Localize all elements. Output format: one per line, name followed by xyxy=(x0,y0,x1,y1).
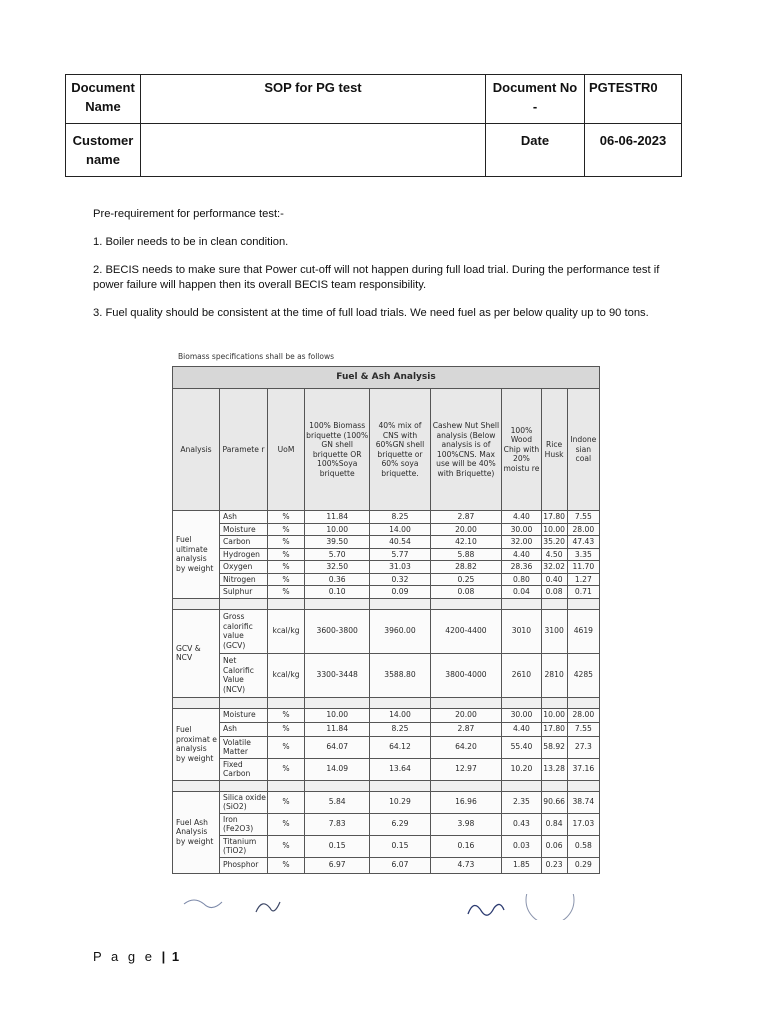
value-cell: 0.40 xyxy=(541,573,567,586)
value-cell: 2610 xyxy=(502,653,541,697)
value-cell: 2.87 xyxy=(430,511,502,524)
value-cell: 6.29 xyxy=(370,813,430,835)
value-cell: 16.96 xyxy=(430,791,502,813)
value-cell: 13.64 xyxy=(370,758,430,780)
value-cell: 35.20 xyxy=(541,536,567,549)
value-cell: 64.20 xyxy=(430,736,502,758)
table-row xyxy=(173,536,600,549)
value-cell: 0.15 xyxy=(305,835,370,857)
value-cell: 0.08 xyxy=(541,586,567,599)
value-cell: 28.00 xyxy=(567,708,599,722)
value-cell: 11.84 xyxy=(305,722,370,736)
value-cell: 20.00 xyxy=(430,708,502,722)
value-cell: % xyxy=(268,708,305,722)
value-cell: 3300-3448 xyxy=(305,653,370,697)
value-cell: 1.27 xyxy=(567,573,599,586)
column-header: Cashew Nut Shell analysis (Below analysis is of 100%CNS. Max use will be 40% with Briquette) xyxy=(430,389,502,511)
prereq-item-3: 3. Fuel quality should be consistent at the time of full load trials. We need fuel as per below quality up to 90 tons. xyxy=(93,307,649,319)
value-cell: 2.87 xyxy=(430,722,502,736)
value-cell: 0.80 xyxy=(502,573,541,586)
value-cell: 3100 xyxy=(541,609,567,653)
value-cell: 30.00 xyxy=(502,708,541,722)
value-cell: 4.50 xyxy=(541,548,567,561)
value-cell: % xyxy=(268,523,305,536)
value-cell: 55.40 xyxy=(502,736,541,758)
value-cell: % xyxy=(268,573,305,586)
parameter-cell: Moisture xyxy=(220,708,268,722)
value-cell: 0.71 xyxy=(567,586,599,599)
value-cell: % xyxy=(268,791,305,813)
table-row xyxy=(173,573,600,586)
value-cell: 6.07 xyxy=(370,857,430,873)
prereq-heading: Pre-requirement for performance test:- xyxy=(93,208,284,220)
table-row xyxy=(173,736,600,758)
value-cell: % xyxy=(268,561,305,574)
value-cell: 32.00 xyxy=(502,536,541,549)
parameter-cell: Oxygen xyxy=(220,561,268,574)
value-cell: % xyxy=(268,548,305,561)
column-header: Paramete r xyxy=(220,389,268,511)
value-cell: 39.50 xyxy=(305,536,370,549)
value-cell: 5.77 xyxy=(370,548,430,561)
value-cell: 3010 xyxy=(502,609,541,653)
value-cell: % xyxy=(268,835,305,857)
column-header: Analysis xyxy=(173,389,220,511)
value-cell: 4.73 xyxy=(430,857,502,873)
value-cell: 0.25 xyxy=(430,573,502,586)
group-label: Fuel ultimate analysis by weight xyxy=(173,511,220,599)
value-cell: 47.43 xyxy=(567,536,599,549)
value-cell: 14.00 xyxy=(370,523,430,536)
value-cell: 0.58 xyxy=(567,835,599,857)
value-cell: 31.03 xyxy=(370,561,430,574)
value-cell: 3588.80 xyxy=(370,653,430,697)
value-cell: 3800-4000 xyxy=(430,653,502,697)
value-cell: 38.74 xyxy=(567,791,599,813)
value-cell: 0.04 xyxy=(502,586,541,599)
value-cell: 2.35 xyxy=(502,791,541,813)
value-cell: 6.97 xyxy=(305,857,370,873)
column-header: 40% mix of CNS with 60%GN shell briquette or 60% soya briquette. xyxy=(370,389,430,511)
parameter-cell: Ash xyxy=(220,511,268,524)
column-header: UoM xyxy=(268,389,305,511)
value-cell: 3960.00 xyxy=(370,609,430,653)
value-cell: % xyxy=(268,722,305,736)
signature-stamp-marks xyxy=(178,894,598,920)
table-row xyxy=(173,835,600,857)
table-row xyxy=(173,511,600,524)
date-value: 06-06-2023 xyxy=(585,124,682,177)
group-label: GCV & NCV xyxy=(173,609,220,697)
table-row xyxy=(173,586,600,599)
value-cell: kcal/kg xyxy=(268,653,305,697)
value-cell: 64.12 xyxy=(370,736,430,758)
prereq-item-2: 2. BECIS needs to make sure that Power cut-off will not happen during full load trial. During the performance test if power failure will happen then its overall BECIS team responsibility. xyxy=(93,264,660,291)
value-cell: 3.98 xyxy=(430,813,502,835)
value-cell: 0.09 xyxy=(370,586,430,599)
parameter-cell: Fixed Carbon xyxy=(220,758,268,780)
page-footer xyxy=(93,949,179,964)
doc-no-value: PGTESTR0 xyxy=(585,75,682,124)
value-cell: 5.70 xyxy=(305,548,370,561)
value-cell: 20.00 xyxy=(430,523,502,536)
value-cell: 8.25 xyxy=(370,722,430,736)
value-cell: 32.50 xyxy=(305,561,370,574)
value-cell: 4.40 xyxy=(502,722,541,736)
column-header: Rice Husk xyxy=(541,389,567,511)
value-cell: 17.80 xyxy=(541,722,567,736)
spacer-row xyxy=(173,598,600,609)
value-cell: 14.00 xyxy=(370,708,430,722)
value-cell: 0.10 xyxy=(305,586,370,599)
table-row xyxy=(173,653,600,697)
value-cell: 17.80 xyxy=(541,511,567,524)
page-separator: | xyxy=(161,949,166,964)
value-cell: 37.16 xyxy=(567,758,599,780)
table-row xyxy=(173,609,600,653)
parameter-cell: Hydrogen xyxy=(220,548,268,561)
value-cell: 4.40 xyxy=(502,511,541,524)
parameter-cell: Volatile Matter xyxy=(220,736,268,758)
prereq-item-1: 1. Boiler needs to be in clean condition. xyxy=(93,236,289,248)
value-cell: 27.3 xyxy=(567,736,599,758)
doc-no-label: Document No - xyxy=(486,75,585,124)
parameter-cell: Gross calorific value (GCV) xyxy=(220,609,268,653)
value-cell: 17.03 xyxy=(567,813,599,835)
value-cell: % xyxy=(268,857,305,873)
value-cell: % xyxy=(268,586,305,599)
table-row xyxy=(173,523,600,536)
value-cell: 58.92 xyxy=(541,736,567,758)
value-cell: 12.97 xyxy=(430,758,502,780)
column-header: 100% Wood Chip with 20% moistu re xyxy=(502,389,541,511)
parameter-cell: Moisture xyxy=(220,523,268,536)
spacer-row xyxy=(173,697,600,708)
value-cell: 11.84 xyxy=(305,511,370,524)
page-number: 1 xyxy=(171,949,180,964)
value-cell: % xyxy=(268,736,305,758)
value-cell: 0.03 xyxy=(502,835,541,857)
value-cell: 4619 xyxy=(567,609,599,653)
value-cell: 11.70 xyxy=(567,561,599,574)
value-cell: 40.54 xyxy=(370,536,430,549)
value-cell: 5.84 xyxy=(305,791,370,813)
date-label: Date xyxy=(486,124,585,177)
column-header: 100% Biomass briquette (100% GN shell briquette OR 100%Soya briquette xyxy=(305,389,370,511)
page-label: P a g e xyxy=(93,949,155,964)
value-cell: 4285 xyxy=(567,653,599,697)
value-cell: 0.08 xyxy=(430,586,502,599)
value-cell: 7.83 xyxy=(305,813,370,835)
value-cell: % xyxy=(268,511,305,524)
value-cell: 3.35 xyxy=(567,548,599,561)
value-cell: 10.00 xyxy=(541,708,567,722)
fuel-ash-table xyxy=(172,366,600,874)
table-row xyxy=(173,791,600,813)
group-label: Fuel proximat e analysis by weight xyxy=(173,708,220,780)
value-cell: 4200-4400 xyxy=(430,609,502,653)
value-cell: 90.66 xyxy=(541,791,567,813)
table-row xyxy=(173,548,600,561)
value-cell: 5.88 xyxy=(430,548,502,561)
table-row xyxy=(173,813,600,835)
parameter-cell: Ash xyxy=(220,722,268,736)
value-cell: 10.00 xyxy=(541,523,567,536)
value-cell: 4.40 xyxy=(502,548,541,561)
value-cell: % xyxy=(268,536,305,549)
parameter-cell: Sulphur xyxy=(220,586,268,599)
table-row xyxy=(173,722,600,736)
table-row xyxy=(173,857,600,873)
value-cell: 0.29 xyxy=(567,857,599,873)
value-cell: 8.25 xyxy=(370,511,430,524)
value-cell: 0.32 xyxy=(370,573,430,586)
doc-name-label: Document Name xyxy=(66,75,141,124)
value-cell: % xyxy=(268,813,305,835)
value-cell: 7.55 xyxy=(567,722,599,736)
value-cell: kcal/kg xyxy=(268,609,305,653)
value-cell: 10.20 xyxy=(502,758,541,780)
table-header-row xyxy=(173,389,600,511)
value-cell: 28.36 xyxy=(502,561,541,574)
value-cell: 2810 xyxy=(541,653,567,697)
value-cell: 42.10 xyxy=(430,536,502,549)
value-cell: 0.06 xyxy=(541,835,567,857)
value-cell: 3600-3800 xyxy=(305,609,370,653)
value-cell: 0.23 xyxy=(541,857,567,873)
customer-label: Customer name xyxy=(66,124,141,177)
value-cell: 0.84 xyxy=(541,813,567,835)
value-cell: 1.85 xyxy=(502,857,541,873)
customer-value xyxy=(141,124,486,177)
document-header-table xyxy=(65,74,682,177)
value-cell: 10.00 xyxy=(305,708,370,722)
table-title-row xyxy=(173,367,600,389)
value-cell: 14.09 xyxy=(305,758,370,780)
scanned-spec-image xyxy=(172,352,604,874)
value-cell: 64.07 xyxy=(305,736,370,758)
value-cell: 13.28 xyxy=(541,758,567,780)
parameter-cell: Net Calorific Value (NCV) xyxy=(220,653,268,697)
value-cell: 0.15 xyxy=(370,835,430,857)
value-cell: 7.55 xyxy=(567,511,599,524)
value-cell: 0.36 xyxy=(305,573,370,586)
table-row xyxy=(173,561,600,574)
column-header: Indone sian coal xyxy=(567,389,599,511)
scan-caption: Biomass specifications shall be as follows xyxy=(178,352,334,361)
parameter-cell: Carbon xyxy=(220,536,268,549)
value-cell: 0.16 xyxy=(430,835,502,857)
spacer-row xyxy=(173,780,600,791)
value-cell: % xyxy=(268,758,305,780)
table-row xyxy=(173,708,600,722)
value-cell: 32.02 xyxy=(541,561,567,574)
value-cell: 10.00 xyxy=(305,523,370,536)
parameter-cell: Phosphor xyxy=(220,857,268,873)
parameter-cell: Silica oxide (SiO2) xyxy=(220,791,268,813)
group-label: Fuel Ash Analysis by weight xyxy=(173,791,220,873)
value-cell: 0.43 xyxy=(502,813,541,835)
parameter-cell: Titanium (TiO2) xyxy=(220,835,268,857)
doc-name-value: SOP for PG test xyxy=(141,75,486,124)
value-cell: 28.82 xyxy=(430,561,502,574)
value-cell: 28.00 xyxy=(567,523,599,536)
parameter-cell: Iron (Fe2O3) xyxy=(220,813,268,835)
table-row xyxy=(173,758,600,780)
value-cell: 10.29 xyxy=(370,791,430,813)
table-title: Fuel & Ash Analysis xyxy=(173,367,600,389)
value-cell: 30.00 xyxy=(502,523,541,536)
parameter-cell: Nitrogen xyxy=(220,573,268,586)
